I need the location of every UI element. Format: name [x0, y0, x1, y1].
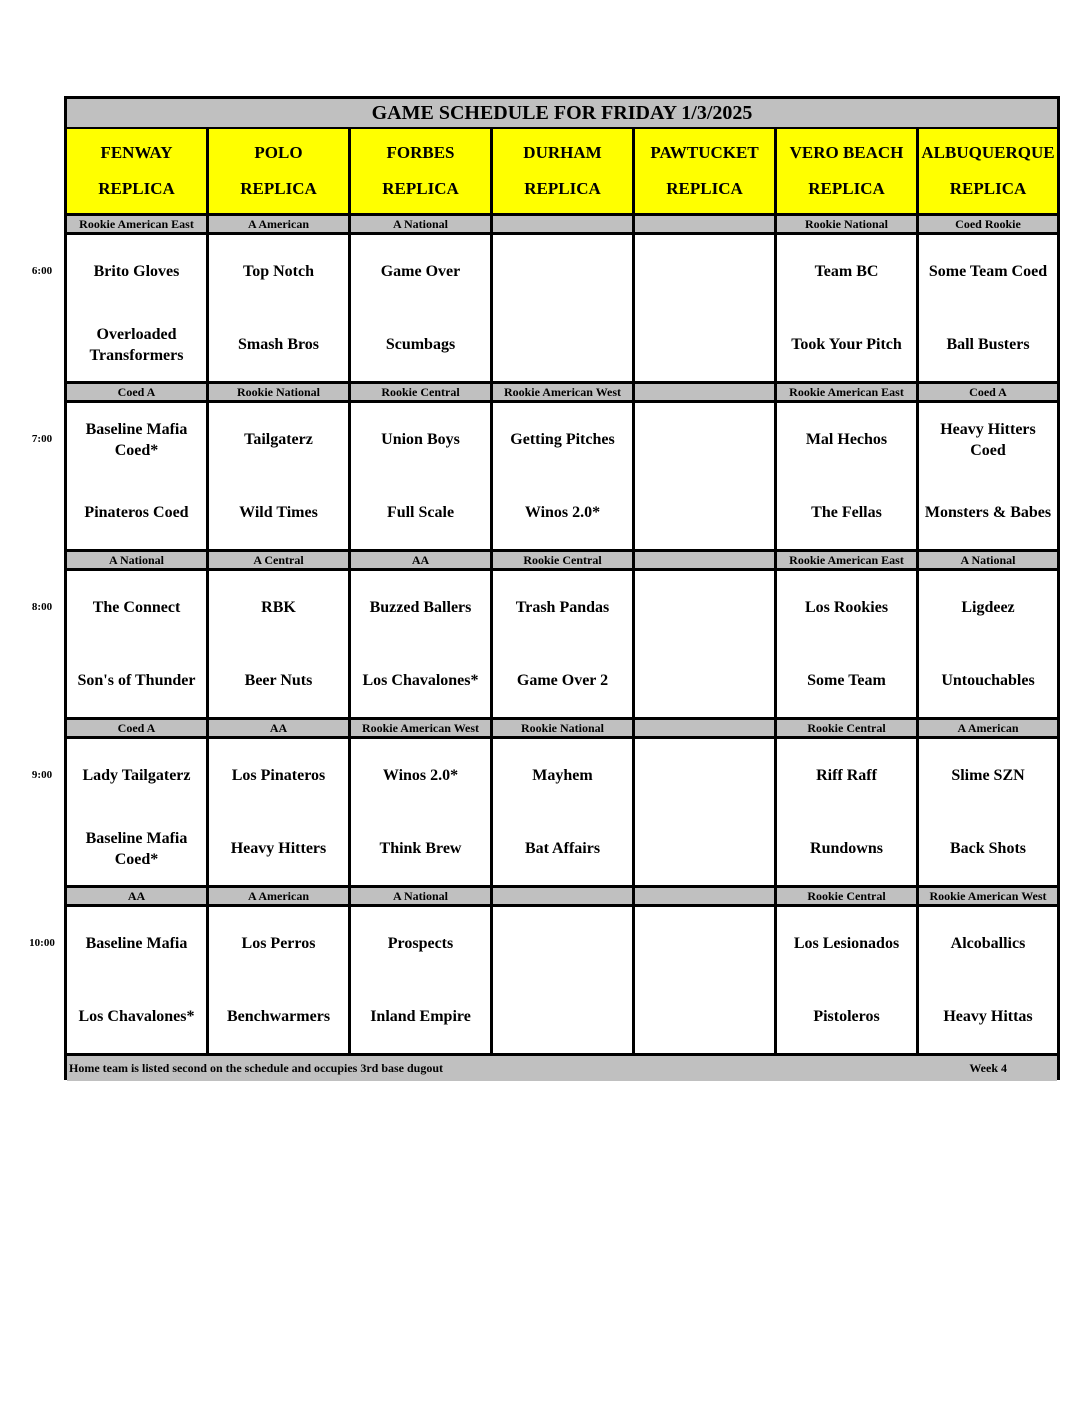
division-label: Rookie American West [493, 381, 635, 403]
schedule-table [64, 96, 1060, 1080]
away-team [635, 739, 777, 812]
division-label: Coed A [67, 381, 209, 403]
away-team: Top Notch [209, 235, 351, 308]
home-team [635, 476, 777, 549]
division-label: Rookie Central [493, 549, 635, 571]
home-team: Pinateros Coed [67, 476, 209, 549]
home-team: Pistoleros [777, 980, 919, 1053]
home-team [493, 980, 635, 1053]
week-label: Week 4 [969, 1061, 1007, 1075]
division-label: A American [209, 213, 351, 235]
venue-subtitle: REPLICA [240, 179, 317, 198]
home-team: Took Your Pitch [777, 308, 919, 381]
schedule-title: GAME SCHEDULE FOR FRIDAY 1/3/2025 [67, 99, 1057, 129]
away-team: Los Lesionados [777, 907, 919, 980]
away-team: The Connect [67, 571, 209, 644]
division-label: AA [351, 549, 493, 571]
home-team [493, 308, 635, 381]
venue-name: ALBUQUERQUE [921, 143, 1055, 162]
home-team [635, 980, 777, 1053]
venue-subtitle: REPLICA [382, 179, 459, 198]
division-label [635, 213, 777, 235]
division-label: AA [209, 717, 351, 739]
time-slot-label: 7:00 [31, 433, 53, 445]
division-label: Rookie American West [919, 885, 1057, 907]
division-label: Rookie American West [351, 717, 493, 739]
venue-subtitle: REPLICA [666, 179, 743, 198]
venue-subtitle: REPLICA [98, 179, 175, 198]
division-label: Coed Rookie [919, 213, 1057, 235]
division-label: A American [209, 885, 351, 907]
home-team: Bat Affairs [493, 812, 635, 885]
away-team: Baseline Mafia Coed* [67, 403, 209, 476]
division-label: A American [919, 717, 1057, 739]
home-team: The Fellas [777, 476, 919, 549]
division-label: Rookie Central [777, 885, 919, 907]
away-team [635, 403, 777, 476]
time-slot-label: 6:00 [31, 265, 53, 277]
away-team: Brito Gloves [67, 235, 209, 308]
away-team: Lady Tailgaterz [67, 739, 209, 812]
division-label: A National [351, 885, 493, 907]
home-team: Los Chavalones* [67, 980, 209, 1053]
division-label: AA [67, 885, 209, 907]
away-team: Mal Hechos [777, 403, 919, 476]
division-label: Rookie Central [777, 717, 919, 739]
venue-subtitle: REPLICA [949, 179, 1027, 198]
division-label: Rookie National [209, 381, 351, 403]
division-label: Rookie American East [777, 381, 919, 403]
away-team: RBK [209, 571, 351, 644]
away-team: Team BC [777, 235, 919, 308]
home-team: Heavy Hitters [209, 812, 351, 885]
away-team: Mayhem [493, 739, 635, 812]
division-label: A National [351, 213, 493, 235]
venue-header-vero-beach [777, 129, 919, 213]
venue-name: FORBES [386, 143, 455, 162]
division-label: A National [67, 549, 209, 571]
home-team: Son's of Thunder [67, 644, 209, 717]
home-team: Beer Nuts [209, 644, 351, 717]
venue-header-polo [209, 129, 351, 213]
division-label [635, 549, 777, 571]
away-team: Game Over [351, 235, 493, 308]
away-team: Getting Pitches [493, 403, 635, 476]
venue-name: PAWTUCKET [650, 143, 759, 162]
home-team: Scumbags [351, 308, 493, 381]
division-label [635, 717, 777, 739]
away-team: Slime SZN [951, 767, 1025, 784]
away-team: Los Pinateros [209, 739, 351, 812]
away-team: Winos 2.0* [351, 739, 493, 812]
venue-header-forbes [351, 129, 493, 213]
away-team: Los Rookies [777, 571, 919, 644]
home-team: Untouchables [941, 672, 1035, 689]
home-team: Benchwarmers [209, 980, 351, 1053]
footer-note: Home team is listed second on the schedule and occupies 3rd base dugout [69, 1061, 444, 1075]
home-team: Wild Times [209, 476, 351, 549]
home-team: Smash Bros [209, 308, 351, 381]
home-team: Monsters & Babes [924, 504, 1052, 521]
home-team: Rundowns [777, 812, 919, 885]
venue-name: VERO BEACH [789, 143, 904, 162]
away-team: Riff Raff [777, 739, 919, 812]
away-team: Ligdeez [961, 599, 1015, 616]
away-team [493, 235, 635, 308]
away-team: Prospects [351, 907, 493, 980]
division-label: A Central [209, 549, 351, 571]
division-label: Rookie National [493, 717, 635, 739]
home-team [635, 308, 777, 381]
time-slot-label: 8:00 [31, 601, 53, 613]
venue-subtitle: REPLICA [524, 179, 601, 198]
venue-header-pawtucket [635, 129, 777, 213]
division-label [635, 381, 777, 403]
away-team [493, 907, 635, 980]
venue-header-fenway [67, 129, 209, 213]
home-team: Game Over 2 [493, 644, 635, 717]
home-team: Full Scale [351, 476, 493, 549]
home-team: Baseline Mafia Coed* [67, 812, 209, 885]
division-label: Coed A [67, 717, 209, 739]
away-team: Baseline Mafia [67, 907, 209, 980]
division-label [635, 885, 777, 907]
away-team: Tailgaterz [209, 403, 351, 476]
away-team [635, 571, 777, 644]
venue-subtitle: REPLICA [808, 179, 885, 198]
away-team: Union Boys [351, 403, 493, 476]
venue-name: POLO [254, 143, 303, 162]
home-team: Think Brew [351, 812, 493, 885]
division-label: Coed A [919, 381, 1057, 403]
home-team: Overloaded Transformers [67, 308, 209, 381]
home-team: Back Shots [949, 840, 1027, 857]
home-team: Winos 2.0* [493, 476, 635, 549]
time-slot-label: 10:00 [29, 937, 55, 949]
away-team: Buzzed Ballers [351, 571, 493, 644]
away-team: Some Team Coed [928, 263, 1048, 280]
division-label: Rookie American East [777, 549, 919, 571]
venue-header-durham [493, 129, 635, 213]
home-team: Ball Busters [946, 336, 1030, 353]
home-team: Heavy Hittas [943, 1008, 1033, 1025]
away-team: Trash Pandas [493, 571, 635, 644]
division-label: Rookie Central [351, 381, 493, 403]
division-label [493, 885, 635, 907]
away-team: Heavy Hitters Coed [940, 420, 1036, 459]
away-team: Alcoballics [950, 935, 1026, 952]
division-label: Rookie American East [67, 213, 209, 235]
away-team [635, 235, 777, 308]
home-team: Los Chavalones* [351, 644, 493, 717]
home-team: Inland Empire [351, 980, 493, 1053]
division-label: A National [919, 549, 1057, 571]
away-team [635, 907, 777, 980]
home-team: Some Team [777, 644, 919, 717]
venue-name: DURHAM [523, 143, 602, 162]
schedule-footer [67, 1053, 1057, 1081]
venue-header-albuquerque [919, 129, 1057, 213]
venue-name: FENWAY [100, 143, 173, 162]
away-team: Los Perros [209, 907, 351, 980]
division-label: Rookie National [777, 213, 919, 235]
home-team [635, 812, 777, 885]
division-label [493, 213, 635, 235]
home-team [635, 644, 777, 717]
time-slot-label: 9:00 [31, 769, 53, 781]
